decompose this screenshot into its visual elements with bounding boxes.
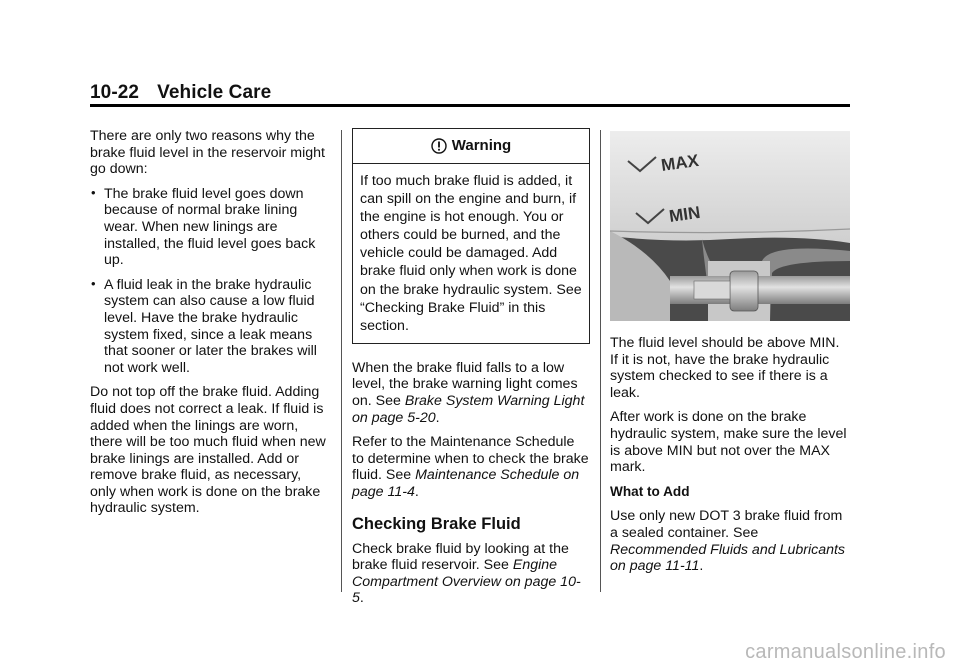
warning-title: Warning bbox=[451, 136, 512, 154]
column-1 bbox=[90, 128, 330, 525]
page-number: 10-22 bbox=[90, 82, 140, 103]
warning-box bbox=[352, 128, 590, 344]
list-item: • The brake fluid level goes down because of normal brake lining wear. When new linings are installed, the fluid level goes back up. bbox=[91, 184, 316, 269]
schedule-paragraph: Refer to the Maintenance Schedule to determine when to check the brake fluid. See Maintenance Schedule on page 11-4. bbox=[352, 434, 589, 500]
cross-reference-link[interactable]: Maintenance Schedule on page 11-4 bbox=[352, 467, 580, 500]
top-off-paragraph: Do not top off the brake fluid. Adding fluid does not correct a leak. If fluid is added when the linings are worn, there will be too much fluid when new brake linings are installed. Add or remove brake fluid, as necessary, only when work is done on the brake hydraulic system. bbox=[90, 384, 326, 517]
warning-icon bbox=[431, 138, 447, 154]
section-heading: Checking Brake Fluid bbox=[352, 514, 521, 533]
header-rule bbox=[90, 104, 850, 107]
reason-list bbox=[90, 186, 330, 377]
list-item: • A fluid leak in the brake hydraulic system can also cause a low fluid level. Have the brake hydraulic system fixed, since a leak means that sooner or later the brakes will not work well. bbox=[91, 275, 317, 376]
bullet-icon: • bbox=[91, 275, 96, 291]
column-divider-2 bbox=[600, 130, 601, 592]
warning-light-paragraph: When the brake fluid falls to a low level, the brake warning light comes on. See Brake System Warning Light on page 5-20. bbox=[352, 359, 585, 426]
cross-reference-link[interactable]: Engine Compartment Overview on page 10-5 bbox=[352, 557, 581, 607]
page-header bbox=[90, 82, 271, 104]
what-to-add-heading: What to Add bbox=[610, 483, 690, 499]
warning-text: If too much brake fluid is added, it can spill on the engine and burn, if the engine is hot enough. You or others could be burned, and the vehicle could be damaged. Add brake fluid only when work is done on the brake hydraulic system. See “Checking Brake Fluid” in this section. bbox=[360, 173, 582, 334]
hose-clamp bbox=[730, 271, 758, 311]
after-work-paragraph: After work is done on the brake hydraulic system, make sure the level is above MIN but not over the MAX mark. bbox=[610, 409, 847, 476]
watermark: carmanualsonline.info bbox=[745, 641, 946, 663]
checking-paragraph: Check brake fluid by looking at the brake fluid reservoir. See Engine Compartment Overview on page 10-5. bbox=[352, 540, 581, 607]
column-divider-1 bbox=[341, 130, 342, 592]
dot3-paragraph: Use only new DOT 3 brake fluid from a sealed container. See Recommended Fluids and Lubricants on page 11-11. bbox=[610, 508, 846, 575]
brake-reservoir-illustration bbox=[610, 131, 850, 321]
section-title: Vehicle Care bbox=[157, 82, 272, 103]
bullet-icon: • bbox=[91, 184, 96, 200]
max-label: MAX bbox=[659, 150, 700, 175]
warning-header bbox=[353, 129, 589, 164]
cross-reference-link[interactable]: Brake System Warning Light on page 5-20 bbox=[352, 393, 585, 426]
cross-reference-link[interactable]: Recommended Fluids and Lubricants on page 11-11 bbox=[610, 541, 846, 575]
intro-paragraph: There are only two reasons why the brake fluid level in the reservoir might go down: bbox=[90, 128, 325, 178]
level-paragraph: The fluid level should be above MIN. If it is not, have the brake hydraulic system checked to see if there is a leak. bbox=[610, 335, 840, 401]
column-3 bbox=[610, 128, 850, 583]
min-label: MIN bbox=[667, 202, 702, 226]
column-2 bbox=[352, 128, 590, 615]
